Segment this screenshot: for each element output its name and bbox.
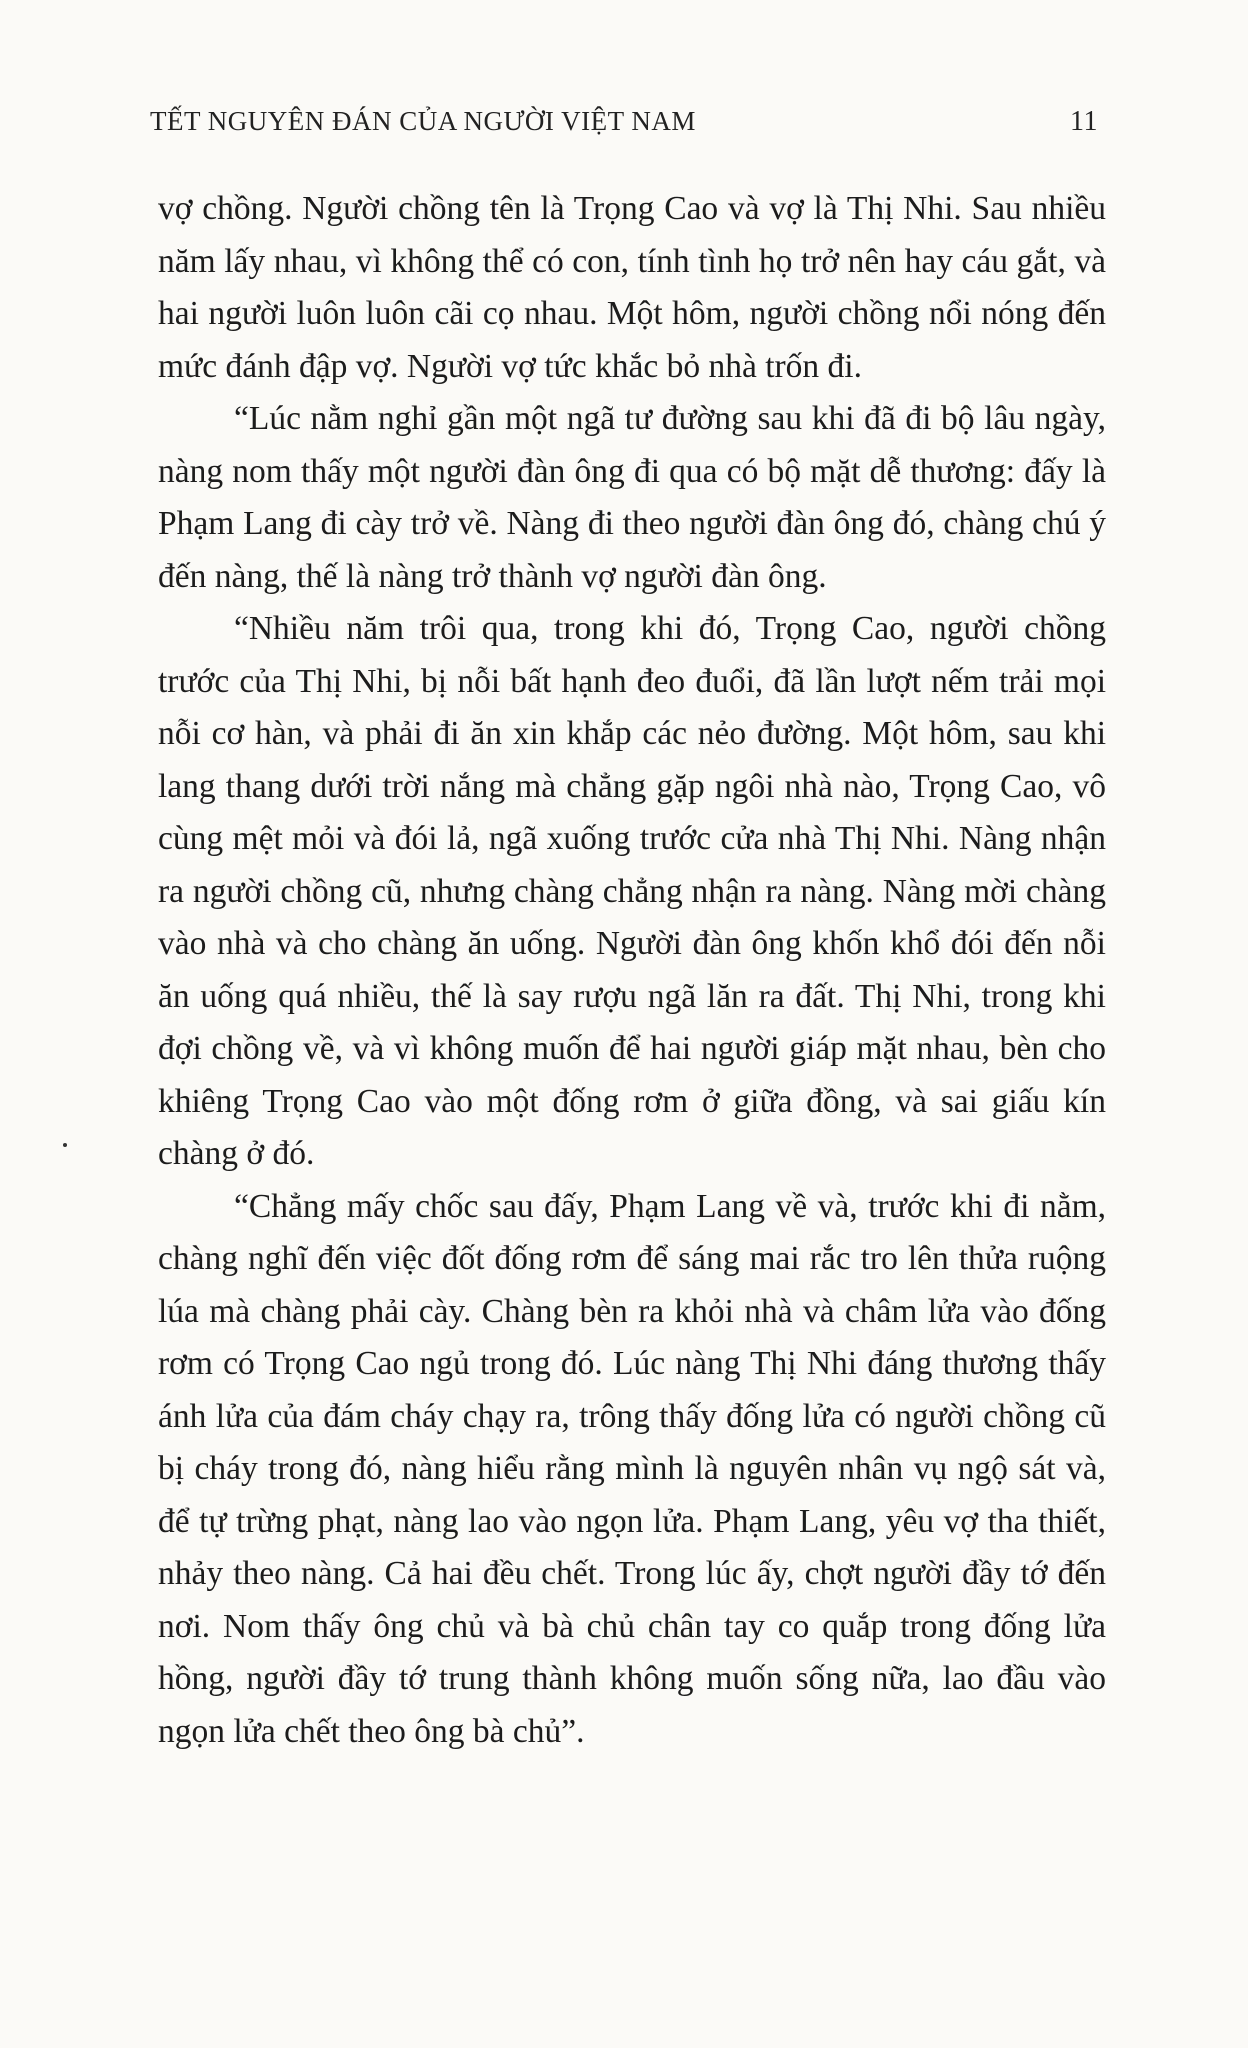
- paragraph: “Nhiều năm trôi qua, trong khi đó, Trọng Cao, người chồng trước của Thị Nhi, bị nỗi bất hạnh đeo đuổi, đã lần lượt nếm trải mọi nỗi cơ hàn, và phải đi ăn xin khắp các nẻo đường. Một hôm, sau khi lang thang dưới trời nắng mà chẳng gặp ngôi nhà nào, Trọng Cao, vô cùng mệt mỏi và đói lả, ngã xuống trước cửa nhà Thị Nhi. Nàng nhận ra người chồng cũ, nhưng chàng chẳng nhận ra nàng. Nàng mời chàng vào nhà và cho chàng ăn uống. Người đàn ông khốn khổ đói đến nỗi ăn uống quá nhiều, thế là say rượu ngã lăn ra đất. Thị Nhi, trong khi đợi chồng về, và vì không muốn để hai người giáp mặt nhau, bèn cho khiêng Trọng Cao vào một đống rơm ở giữa đồng, và sai giấu kín chàng ở đó.: [158, 610, 1106, 1172]
- paragraph: “Lúc nằm nghỉ gần một ngã tư đường sau khi đã đi bộ lâu ngày, nàng nom thấy một người đàn ông đi qua có bộ mặt dễ thương: đấy là Phạm Lang đi cày trở về. Nàng đi theo người đàn ông đó, chàng chú ý đến nàng, thế là nàng trở thành vợ người đàn ông.: [158, 400, 1106, 595]
- ink-speck: [63, 1143, 67, 1147]
- body-text: [158, 183, 1106, 1758]
- paragraph-continued: vợ chồng. Người chồng tên là Trọng Cao và vợ là Thị Nhi. Sau nhiều năm lấy nhau, vì không thể có con, tính tình họ trở nên hay cáu gắt, và hai người luôn luôn cãi cọ nhau. Một hôm, người chồng nổi nóng đến mức đánh đập vợ. Người vợ tức khắc bỏ nhà trốn đi.: [158, 190, 1106, 385]
- paragraph: “Chẳng mấy chốc sau đấy, Phạm Lang về và, trước khi đi nằm, chàng nghĩ đến việc đốt đống rơm để sáng mai rắc tro lên thửa ruộng lúa mà chàng phải cày. Chàng bèn ra khỏi nhà và châm lửa vào đống rơm có Trọng Cao ngủ trong đó. Lúc nàng Thị Nhi đáng thương thấy ánh lửa của đám cháy chạy ra, trông thấy đống lửa có người chồng cũ bị cháy trong đó, nàng hiểu rằng mình là nguyên nhân vụ ngộ sát và, để tự trừng phạt, nàng lao vào ngọn lửa. Phạm Lang, yêu vợ tha thiết, nhảy theo nàng. Cả hai đều chết. Trong lúc ấy, chợt người đầy tớ đến nơi. Nom thấy ông chủ và bà chủ chân tay co quắp trong đống lửa hồng, người đầy tớ trung thành không muốn sống nữa, lao đầu vào ngọn lửa chết theo ông bà chủ”.: [158, 1187, 1106, 1750]
- page-number: 11: [1070, 106, 1098, 137]
- running-title: TẾT NGUYÊN ĐÁN CỦA NGƯỜI VIỆT NAM: [150, 106, 696, 136]
- running-header: [150, 106, 1098, 146]
